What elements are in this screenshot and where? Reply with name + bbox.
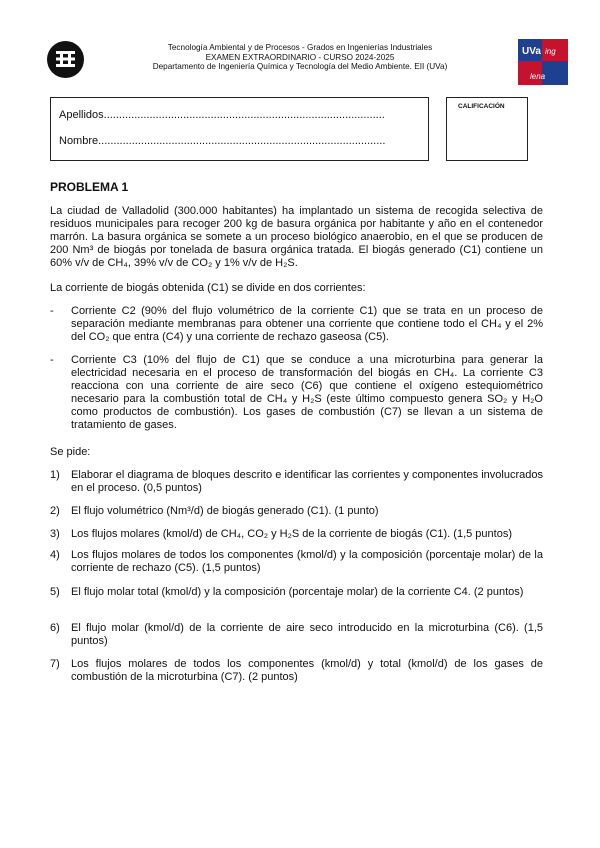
bullet-text: Corriente C2 (90% del flujo volumétrico de la corriente C1) que se trata en un proceso de separación mediante membranas para obtener una corriente que contiene todo el CH₄ y el 2% del CO₂ que entra (C4) y una corriente de rechazo gaseosa (C5). [71,305,543,343]
question-text: Los flujos molares de todos los componentes (kmol/d) y la composición (porcentaje molar) de la corriente de rechazo (C5). (1,5 puntos) [71,549,543,574]
question-text: El flujo volumétrico (Nm³/d) de biogás generado (C1). (1 punto) [71,505,379,517]
question-item [50,549,543,575]
question-text: Los flujos molares (kmol/d) de CH₄, CO₂ y H₂S de la corriente de biogás (C1). (1,5 puntos) [71,528,512,540]
question-number: 6) [50,622,60,634]
question-number: 3) [50,528,60,540]
question-item [50,658,543,684]
grade-box [446,97,528,161]
question-item [50,528,543,541]
bullet-item-c3 [50,354,543,432]
problem-intro: La ciudad de Valladolid (300.000 habitantes) ha implantado un sistema de recogida selectiva de residuos municipales para recoger 200 kg de basura orgánica por habitante y año en el contenedor marrón. La basura orgánica se somete a un proceso biológico anaerobio, en el que se producen de 200 Nm³ de biogás por tonelada de basura orgánica tratada. El biogás generado (C1) contiene un 60% v/v de CH₄, 39% v/v de CO₂ y 1% v/v de H₂S. [50,205,543,269]
problem-title: PROBLEMA 1 [50,180,129,194]
question-number: 5) [50,586,60,598]
ing-logo-text: ing [545,47,556,56]
question-item [50,586,543,599]
header-exam: EXAMEN EXTRAORDINARIO - CURSO 2024-2025 [205,52,395,62]
surname-field[interactable]: Apellidos............................................................................................ [59,109,385,121]
header-department: Departamento de Ingeniería Química y Tecnología del Medio Ambiente. EII (UVa) [152,62,448,72]
question-number: 7) [50,658,60,670]
question-text: Elaborar el diagrama de bloques descrito e identificar las corrientes y componentes involucrados en el proceso. (0,5 puntos) [71,469,543,494]
bullet-mark: - [50,305,54,317]
split-intro: La corriente de biogás obtenida (C1) se divide en dos corrientes: [50,282,366,294]
question-text: Los flujos molares de todos los componentes (kmol/d) y total (kmol/d) de los gases de combustión de la microturbina (C7). (2 puntos) [71,658,543,683]
grade-label: CALIFICACIÓN [458,103,505,110]
header-course: Tecnología Ambiental y de Procesos - Grados en Ingenierías Industriales [167,43,433,52]
lena-logo-text: lena [530,72,546,81]
uva-logo-text: UVa [522,46,541,57]
student-info-box [50,97,429,161]
question-number: 1) [50,469,60,481]
question-item [50,505,543,518]
exam-header [100,43,500,72]
question-number: 2) [50,505,60,517]
eii-logo [47,41,84,78]
question-item [50,469,543,495]
uva-logo [518,39,568,85]
question-text: El flujo molar total (kmol/d) y la composición (porcentaje molar) de la corriente C4. (2 puntos) [71,586,524,598]
bullet-item-c2 [50,305,543,344]
bullet-mark: - [50,354,54,366]
question-item [50,622,543,648]
question-text: El flujo molar (kmol/d) de la corriente de aire seco introducido en la microturbina (C6). (1,5 puntos) [71,622,543,647]
ask-label: Se pide: [50,446,91,458]
question-number: 4) [50,549,60,561]
bullet-text: Corriente C3 (10% del flujo de C1) que se conduce a una microturbina para generar la electricidad necesaria en el proceso de transformación del biogás en CH₄. La corriente C3 reacciona con una corriente de aire seco (C6) que contiene el oxígeno estequiométrico necesario para la combustión total de CH₄ y H₂S (este último compuesto genera SO₂ y H₂O como productos de combustión). Los gases de combustión (C7) se llevan a un sistema de tratamiento de gases. [71,354,543,431]
name-field[interactable]: Nombre.............................................................................................. [59,135,386,147]
